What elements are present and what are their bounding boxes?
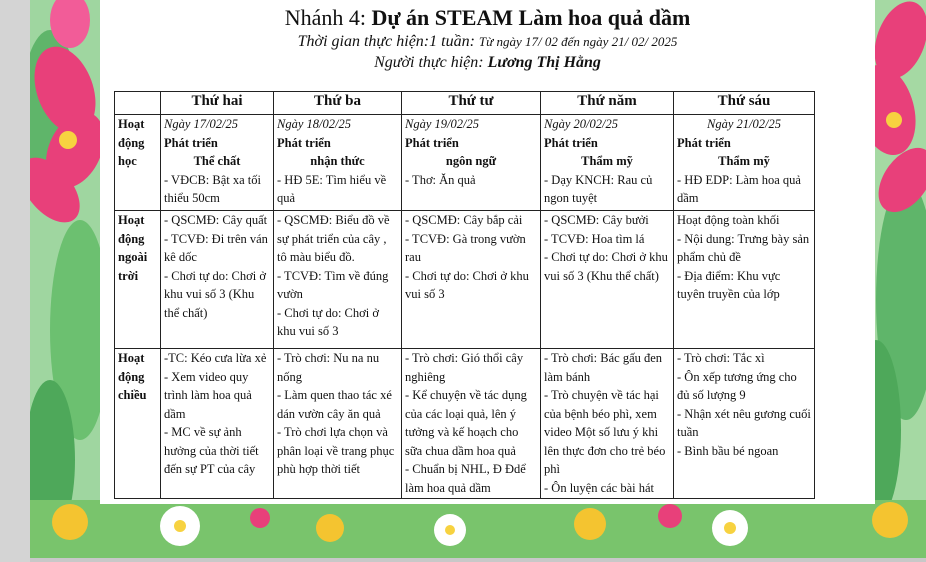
cell-line: - Trò chơi: Nu na nu nống xyxy=(277,351,380,384)
cell-subject: ngôn ngữ xyxy=(445,154,497,168)
cell-subject: Thẩm mỹ xyxy=(581,154,633,168)
table-row xyxy=(115,211,815,349)
table-cell xyxy=(161,115,274,211)
cell-date: Ngày 20/02/25 xyxy=(544,117,618,131)
table-cell xyxy=(674,211,815,349)
cell-line: - Địa điểm: Khu vực tuyên truyền của lớp xyxy=(677,268,781,301)
table-cell xyxy=(541,349,674,499)
person-line xyxy=(100,54,875,72)
cell-line: - Chơi tự do: Chơi ở khu vui số 3 (Khu thể chất) xyxy=(164,268,266,320)
cell-line: - Trò chơi lựa chọn và phân loại về trang phục phù hợp thời tiết xyxy=(277,425,395,476)
cell-line: - Trò chơi: Tắc xì xyxy=(677,351,765,365)
project-name: Dự án STEAM Làm hoa quả dầm xyxy=(371,5,691,30)
day-header: Thứ hai xyxy=(161,92,274,115)
cell-area: Phát triển xyxy=(277,135,331,150)
cell-line: - Xem video quy trình làm hoa quả dầm xyxy=(164,369,252,421)
table-cell xyxy=(274,349,402,499)
table-header-row xyxy=(115,92,815,115)
row-heading: Hoạt động ngoài trời xyxy=(115,211,161,349)
flower-border-bottom xyxy=(30,500,926,558)
day-header: Thứ sáu xyxy=(674,92,815,115)
cell-line: - Trò chuyện về tác hại của bệnh béo phì, xem video Một số lưu ý khi lên thực đơn cho trẻ béo phì xyxy=(544,388,666,476)
table-row xyxy=(115,349,815,499)
table-cell xyxy=(674,115,815,211)
cell-date: Ngày 17/02/25 xyxy=(164,117,238,131)
table-cell xyxy=(161,349,274,499)
time-range: Từ ngày 17/ 02 đến ngày 21/ 02/ 2025 xyxy=(478,34,678,49)
cell-line: - Nội dung: Trưng bày sản phẩm chủ đề xyxy=(677,231,810,264)
branch-label: Nhánh 4: xyxy=(284,5,366,30)
cell-line: - Thơ: Ăn quả xyxy=(405,172,476,187)
day-header: Thứ năm xyxy=(541,92,674,115)
table-cell xyxy=(402,211,541,349)
day-header: Thứ tư xyxy=(402,92,541,115)
cell-line: - Kể chuyện về tác dụng của các loại quả, lên ý tưởng và kế hoạch cho sữa chua dầm hoa quả xyxy=(405,388,527,458)
cell-date: Ngày 18/02/25 xyxy=(277,117,351,131)
cell-line: - Ôn xếp tương ứng cho đủ số lượng 9 xyxy=(677,369,797,402)
cell-date: Ngày 21/02/25 xyxy=(707,117,781,131)
row-heading: Hoạt động chiều xyxy=(115,349,161,499)
cell-line: - Làm quen thao tác xé dán vườn cây ăn quả xyxy=(277,388,392,421)
cell-line: - Ôn luyện các bài hát xyxy=(544,480,655,495)
cell-subject: Thể chất xyxy=(193,154,241,168)
row-heading: Hoạt động học xyxy=(115,115,161,211)
table-cell xyxy=(541,115,674,211)
person-name: Lương Thị Hằng xyxy=(487,54,601,71)
cell-subject: Thẩm mỹ xyxy=(718,154,770,168)
cell-line: - QSCMĐ: Cây bưởi xyxy=(544,213,649,227)
window-gutter xyxy=(0,0,30,562)
table-row xyxy=(115,115,815,211)
cell-line: - Trò chơi: Gió thổi cây nghiêng xyxy=(405,351,524,384)
cell-area: Phát triển xyxy=(544,135,598,150)
cell-line: - TCVĐ: Hoa tìm lá xyxy=(544,231,645,246)
cell-area: Phát triển xyxy=(405,135,459,150)
table-cell xyxy=(541,211,674,349)
cell-line: - HĐ 5E: Tìm hiểu về quả xyxy=(277,172,387,205)
cell-line: - QSCMĐ: Biểu đồ về sự phát triển của cây , tô màu biểu đồ. xyxy=(277,213,390,264)
table-cell xyxy=(402,115,541,211)
cell-line: - QSCMĐ: Cây bắp cải xyxy=(405,213,523,227)
cell-line: - TCVĐ: Tìm về đúng vườn xyxy=(277,268,389,301)
cell-line: - TCVĐ: Đi trên ván kê dốc xyxy=(164,231,268,264)
day-header: Thứ ba xyxy=(274,92,402,115)
header-corner xyxy=(115,92,161,115)
cell-line: -TC: Kéo cưa lừa xẻ xyxy=(164,351,267,365)
cell-line: - TCVĐ: Gà trong vườn rau xyxy=(405,231,526,264)
cell-area: Phát triển xyxy=(677,135,731,150)
cell-line: Hoạt động toàn khối xyxy=(677,213,780,227)
cell-line: - Chơi tự do: Chơi ở khu vui số 3 xyxy=(405,268,529,301)
cell-line: - Nhận xét nêu gương cuối tuần xyxy=(677,406,811,439)
cell-subject: nhận thức xyxy=(310,154,365,168)
cell-line: - Trò chơi: Bác gấu đen làm bánh xyxy=(544,351,663,384)
cell-line: - Chơi tự do: Chơi ở khu vui số 3 xyxy=(277,305,379,338)
page-title xyxy=(100,5,875,31)
cell-line: - Chơi tự do: Chơi ở khu vui số 3 (Khu thể chất) xyxy=(544,250,668,283)
document-page xyxy=(30,0,926,558)
cell-line: - Bình bầu bé ngoan xyxy=(677,443,779,458)
table-cell xyxy=(274,211,402,349)
table-cell xyxy=(161,211,274,349)
cell-line: - VĐCB: Bật xa tối thiểu 50cm xyxy=(164,172,261,205)
cell-line: - Chuẩn bị NHL, Đ Đdể làm hoa quả dầm xyxy=(405,462,526,495)
cell-date: Ngày 19/02/25 xyxy=(405,117,479,131)
cell-line: - QSCMĐ: Cây quất xyxy=(164,213,268,227)
table-cell xyxy=(402,349,541,499)
person-prefix: Người thực hiện: xyxy=(374,54,484,71)
time-prefix: Thời gian thực hiện:1 tuần: xyxy=(297,33,475,50)
cell-line: - HĐ EDP: Làm hoa quả dầm xyxy=(677,172,801,205)
cell-line: - MC về sự ảnh hưởng của thời tiết đến sự PT của cây xyxy=(164,425,259,476)
weekly-plan-table xyxy=(114,91,815,499)
cell-line: - Dạy KNCH: Rau củ ngon tuyệt xyxy=(544,172,653,205)
cell-area: Phát triển xyxy=(164,135,218,150)
table-cell xyxy=(274,115,402,211)
table-cell xyxy=(674,349,815,499)
time-line xyxy=(100,33,875,51)
flower-border-left xyxy=(30,0,110,558)
